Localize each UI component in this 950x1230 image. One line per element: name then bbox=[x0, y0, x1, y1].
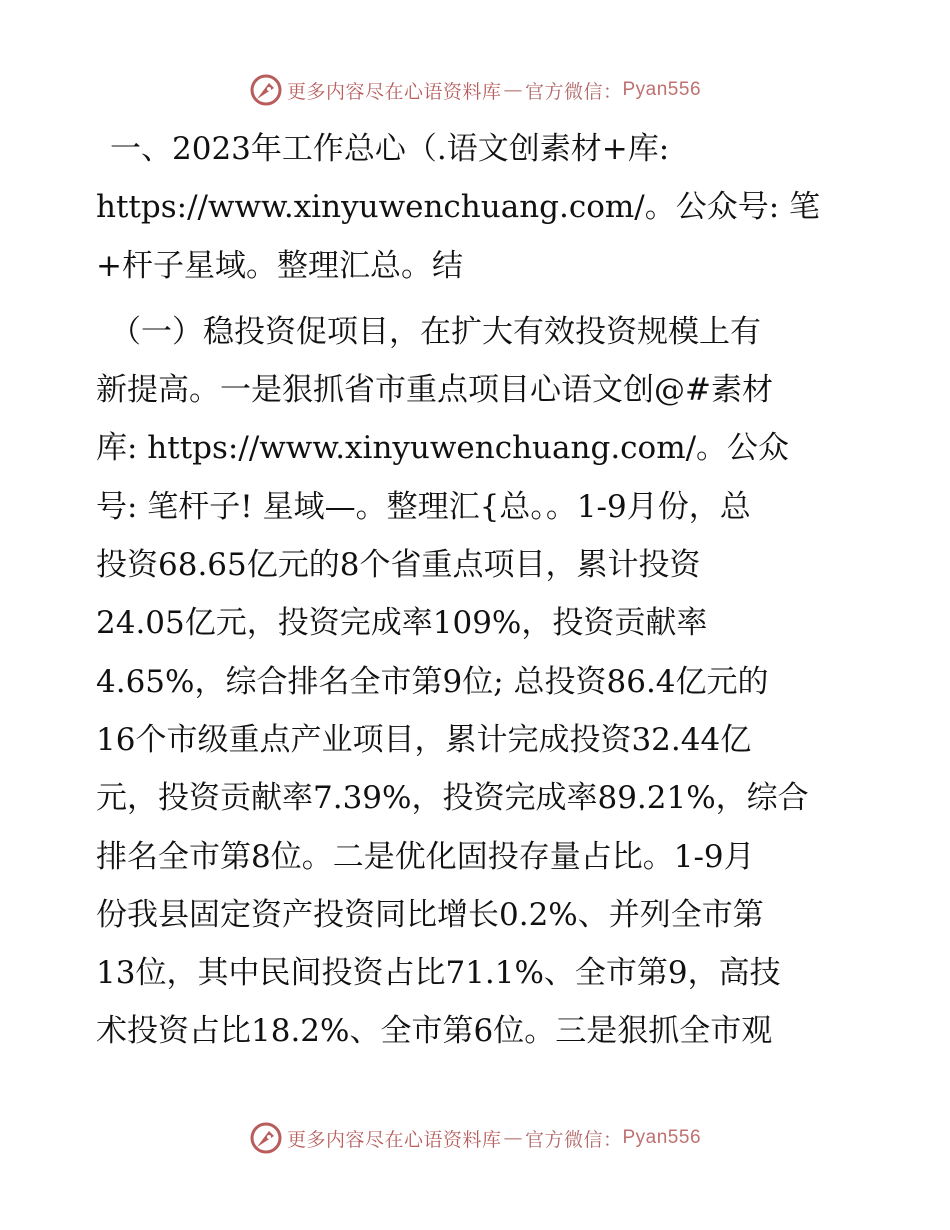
paragraph-body bbox=[96, 303, 856, 1061]
watermark-footer bbox=[0, 1118, 950, 1158]
watermark-text: 更多内容尽在心语资料库 bbox=[286, 80, 502, 103]
watermark-wechat-label: 官方微信： bbox=[524, 80, 623, 103]
text-line: （一）稳投资促项目，在扩大有效投资规模上有 bbox=[110, 313, 761, 350]
text-line: 库: https://www.xinyuwenchuang.com/。公众 bbox=[96, 430, 790, 467]
watermark-wechat-id: Pyan556 bbox=[622, 79, 702, 100]
text-line: 份我县固定资产投资同比增长0.2%、并列全市第 bbox=[96, 896, 764, 933]
document-body bbox=[96, 120, 856, 1061]
paragraph-heading bbox=[96, 120, 856, 295]
text-line: 一、2023年工作总心（.语文创素材+库: bbox=[110, 131, 670, 167]
text-line: 排名全市第8位。二是优化固投存量占比。1-9月 bbox=[96, 838, 755, 875]
watermark-dash: — bbox=[503, 79, 523, 101]
text-line: 13位，其中民间投资占比71.1%、全市第9，高技 bbox=[96, 955, 781, 992]
text-line: 4.65%，综合排名全市第9位; 总投资86.4亿元的 bbox=[96, 663, 769, 700]
watermark-wechat-label: 官方微信： bbox=[524, 1128, 623, 1151]
text-line: 24.05亿元，投资完成率109%，投资贡献率 bbox=[96, 605, 708, 642]
text-line: 新提高。一是狠抓省市重点项目心语文创@#素材 bbox=[96, 372, 773, 409]
pen-nib-logo-icon bbox=[249, 1121, 283, 1155]
text-line: 投资68.65亿元的8个省重点项目，累计投资 bbox=[96, 547, 701, 584]
text-line: 16个市级重点产业项目，累计完成投资32.44亿 bbox=[96, 721, 752, 758]
text-line: https://www.xinyuwenchuang.com/。公众号: 笔 bbox=[96, 189, 821, 226]
watermark-dash: — bbox=[503, 1127, 523, 1149]
watermark-text: 更多内容尽在心语资料库 bbox=[286, 1128, 502, 1151]
pen-nib-logo-icon bbox=[249, 73, 283, 107]
text-line: 号: 笔杆子! 星域—。整理汇{总。。1-9月份，总 bbox=[96, 488, 751, 525]
watermark-header bbox=[0, 70, 950, 110]
watermark-wechat-id: Pyan556 bbox=[622, 1127, 702, 1148]
text-line: 术投资占比18.2%、全市第6位。三是狠抓全市观 bbox=[96, 1013, 773, 1050]
text-line: 元，投资贡献率7.39%，投资完成率89.21%，综合 bbox=[96, 780, 809, 817]
text-line: +杆子星域。整理汇总。结 bbox=[96, 247, 463, 284]
